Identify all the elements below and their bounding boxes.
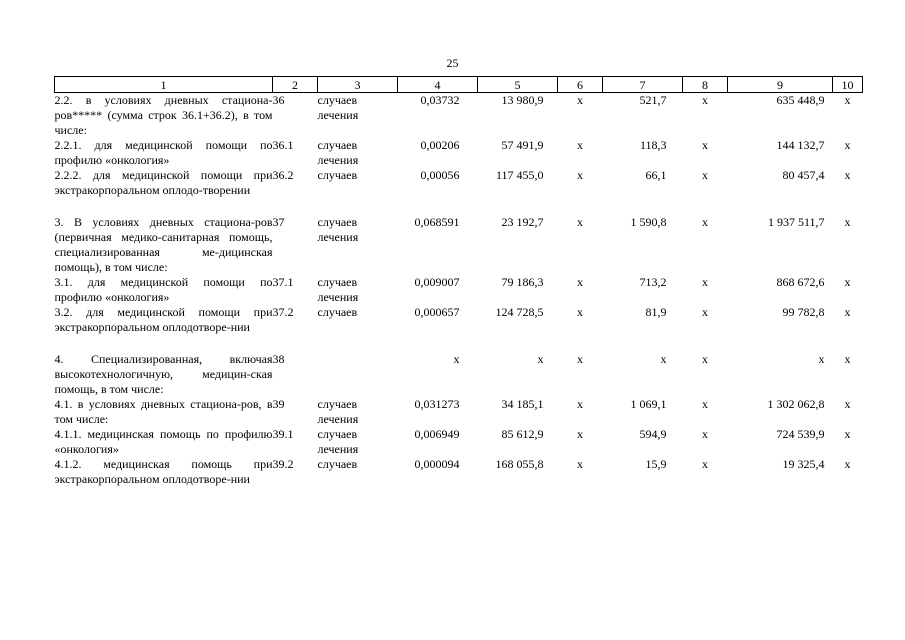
table-row bbox=[55, 275, 863, 305]
spacer-cell bbox=[55, 335, 863, 352]
value-col8: х bbox=[702, 305, 708, 319]
value-col7: 118,3 bbox=[639, 138, 667, 152]
value-col7: х bbox=[660, 352, 667, 366]
value-col9: 144 132,7 bbox=[776, 138, 825, 152]
spacer-cell bbox=[55, 198, 863, 215]
value-col10: х bbox=[844, 168, 851, 182]
column-header: 1 bbox=[55, 77, 273, 93]
value-col9: 868 672,6 bbox=[776, 275, 825, 289]
value-col10: х bbox=[844, 305, 851, 319]
value-col4: 0,00206 bbox=[420, 138, 460, 152]
value-col8: х bbox=[702, 215, 708, 229]
row-number: 38 bbox=[272, 352, 285, 366]
row-unit: случаев лечения bbox=[317, 93, 359, 122]
page-number: 25 bbox=[446, 56, 459, 70]
row-unit: случаев лечения bbox=[317, 275, 359, 304]
value-col4: 0,006949 bbox=[414, 427, 460, 441]
value-col4: 0,00056 bbox=[420, 168, 460, 182]
value-col7: 713,2 bbox=[639, 275, 667, 289]
row-unit: случаев bbox=[317, 168, 358, 182]
value-col7: 15,9 bbox=[645, 457, 667, 471]
value-col9: х bbox=[818, 352, 825, 366]
value-col10: х bbox=[844, 275, 851, 289]
value-col4: 0,03732 bbox=[420, 93, 460, 107]
table-row bbox=[55, 215, 863, 275]
value-col9: 635 448,9 bbox=[776, 93, 825, 107]
value-col5: 23 192,7 bbox=[501, 215, 544, 229]
value-col7: 1 069,1 bbox=[630, 397, 667, 411]
column-header: 10 bbox=[833, 77, 863, 93]
row-number: 39.2 bbox=[272, 457, 294, 471]
row-name: 4.1.2. медицинская помощь при экстракорпоральном оплодотворе-нии bbox=[54, 457, 273, 486]
row-name: 3.1. для медицинской помощи по профилю «онкология» bbox=[54, 275, 273, 304]
value-col4: х bbox=[453, 352, 460, 366]
value-col10: х bbox=[844, 457, 851, 471]
row-name: 2.2.1. для медицинской помощи по профилю «онкология» bbox=[54, 138, 273, 167]
value-col8: х bbox=[702, 427, 708, 441]
table-row bbox=[55, 168, 863, 198]
row-name: 4.1. в условиях дневных стациона-ров, в том числе: bbox=[54, 397, 273, 426]
value-col6: х bbox=[577, 138, 583, 152]
row-name: 4.1.1. медицинская помощь по профилю «онкология» bbox=[54, 427, 273, 456]
row-name: 4. Специализированная, включая высокотехнологичную, медицин-ская помощь, в том числе: bbox=[54, 352, 273, 396]
value-col4: 0,031273 bbox=[414, 397, 460, 411]
value-col9: 99 782,8 bbox=[782, 305, 825, 319]
table-row bbox=[55, 427, 863, 457]
row-unit bbox=[318, 352, 398, 397]
value-col5: 13 980,9 bbox=[501, 93, 544, 107]
value-col5: 34 185,1 bbox=[501, 397, 544, 411]
header-row bbox=[55, 77, 863, 93]
row-number: 37 bbox=[272, 215, 285, 229]
column-header: 7 bbox=[603, 77, 683, 93]
row-name: 2.2.2. для медицинской помощи при экстракорпоральном оплодо-творении bbox=[54, 168, 273, 197]
row-number: 39 bbox=[272, 397, 285, 411]
value-col9: 1 302 062,8 bbox=[767, 397, 825, 411]
value-col6: х bbox=[577, 305, 583, 319]
value-col8: х bbox=[702, 93, 708, 107]
value-col9: 724 539,9 bbox=[776, 427, 825, 441]
value-col8: х bbox=[702, 168, 708, 182]
value-col6: х bbox=[577, 93, 583, 107]
table-row bbox=[55, 457, 863, 487]
value-col8: х bbox=[702, 275, 708, 289]
spacer-row bbox=[55, 335, 863, 352]
value-col5: 57 491,9 bbox=[501, 138, 544, 152]
row-number: 36.1 bbox=[272, 138, 294, 152]
table-body bbox=[55, 93, 863, 488]
value-col6: х bbox=[577, 457, 583, 471]
column-header: 5 bbox=[478, 77, 558, 93]
value-col10: х bbox=[844, 138, 851, 152]
value-col10: х bbox=[844, 397, 851, 411]
value-col5: 124 728,5 bbox=[495, 305, 544, 319]
value-col7: 1 590,8 bbox=[630, 215, 667, 229]
data-table bbox=[54, 76, 863, 487]
value-col4: 0,000094 bbox=[414, 457, 460, 471]
value-col10: х bbox=[844, 352, 851, 366]
value-col6: х bbox=[577, 427, 583, 441]
row-unit: случаев лечения bbox=[317, 215, 359, 244]
spacer-row bbox=[55, 198, 863, 215]
table-row bbox=[55, 352, 863, 397]
table-row bbox=[55, 138, 863, 168]
value-col8: х bbox=[702, 397, 708, 411]
table-row bbox=[55, 93, 863, 139]
value-col10: х bbox=[844, 215, 851, 229]
value-col9: 19 325,4 bbox=[782, 457, 825, 471]
value-col4: 0,068591 bbox=[414, 215, 460, 229]
value-col6: х bbox=[577, 215, 583, 229]
value-col9: 1 937 511,7 bbox=[767, 215, 825, 229]
row-number: 36 bbox=[272, 93, 285, 107]
value-col5: 79 186,3 bbox=[501, 275, 544, 289]
value-col4: 0,009007 bbox=[414, 275, 460, 289]
value-col8: х bbox=[702, 138, 708, 152]
column-header: 9 bbox=[728, 77, 833, 93]
value-col5: 168 055,8 bbox=[495, 457, 544, 471]
value-col9: 80 457,4 bbox=[782, 168, 825, 182]
value-col7: 66,1 bbox=[645, 168, 667, 182]
value-col10: х bbox=[844, 427, 851, 441]
value-col5: х bbox=[537, 352, 544, 366]
column-header: 4 bbox=[398, 77, 478, 93]
row-name: 3. В условиях дневных стациона-ров (первичная медико-санитарная помощь, специализированная ме-дицинская помощь), в том числе: bbox=[54, 215, 273, 274]
row-name: 3.2. для медицинской помощи при экстракорпоральном оплодотворе-нии bbox=[54, 305, 273, 334]
value-col7: 594,9 bbox=[639, 427, 667, 441]
row-number: 36.2 bbox=[272, 168, 294, 182]
row-unit: случаев лечения bbox=[317, 427, 359, 456]
column-header: 6 bbox=[558, 77, 603, 93]
column-header: 3 bbox=[318, 77, 398, 93]
row-number: 37.1 bbox=[272, 275, 294, 289]
value-col6: х bbox=[577, 397, 583, 411]
value-col10: х bbox=[844, 93, 851, 107]
value-col7: 81,9 bbox=[645, 305, 667, 319]
value-col6: х bbox=[577, 168, 583, 182]
value-col5: 85 612,9 bbox=[501, 427, 544, 441]
table-row bbox=[55, 397, 863, 427]
value-col8: х bbox=[702, 352, 708, 366]
value-col6: х bbox=[577, 352, 583, 366]
row-unit: случаев лечения bbox=[317, 138, 359, 167]
value-col5: 117 455,0 bbox=[495, 168, 544, 182]
row-name: 2.2. в условиях дневных стациона-ров***** (сумма строк 36.1+36.2), в том числе: bbox=[54, 93, 273, 137]
value-col4: 0,000657 bbox=[414, 305, 460, 319]
column-header: 2 bbox=[273, 77, 318, 93]
table-row bbox=[55, 305, 863, 335]
row-unit: случаев bbox=[317, 305, 358, 319]
row-unit: случаев bbox=[317, 457, 358, 471]
row-number: 37.2 bbox=[272, 305, 294, 319]
value-col8: х bbox=[702, 457, 708, 471]
value-col7: 521,7 bbox=[639, 93, 667, 107]
column-header: 8 bbox=[683, 77, 728, 93]
value-col6: х bbox=[577, 275, 583, 289]
row-unit: случаев лечения bbox=[317, 397, 359, 426]
row-number: 39.1 bbox=[272, 427, 294, 441]
